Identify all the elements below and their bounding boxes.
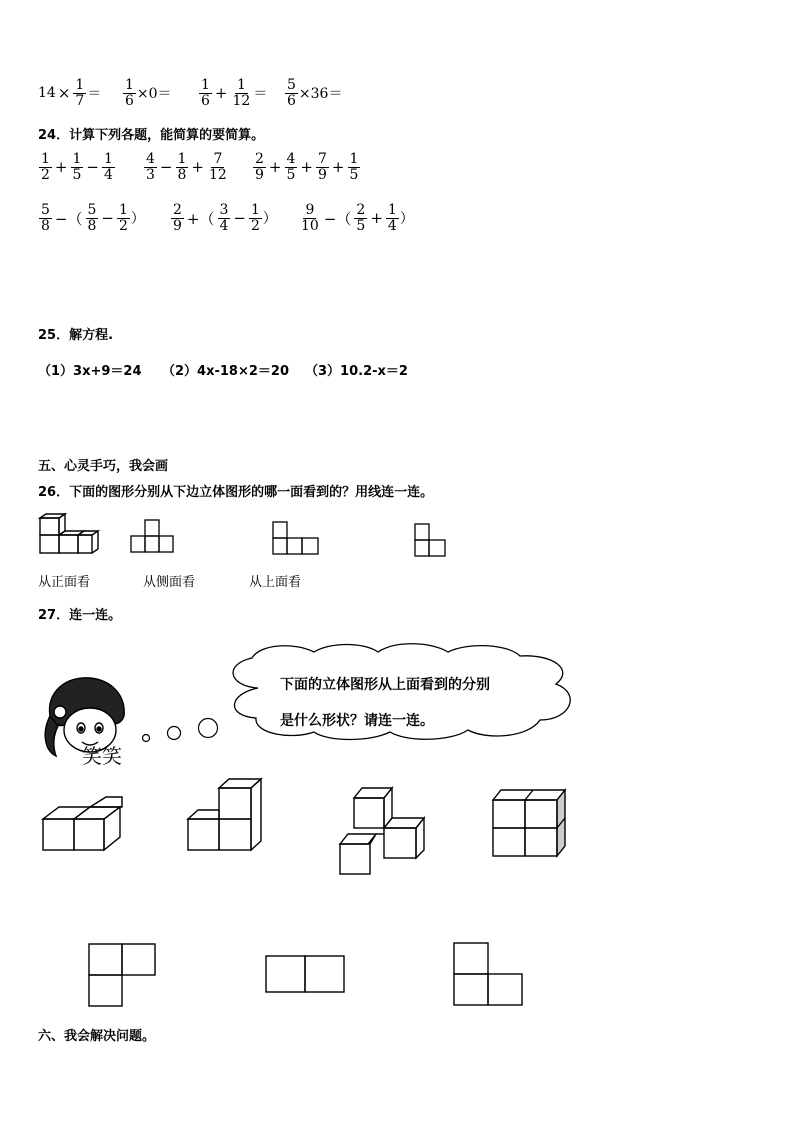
q26-solid-figure	[38, 512, 102, 554]
q27-solid-2	[187, 778, 263, 852]
q27-solid-3	[338, 786, 430, 876]
q26-label-front: 从正面看	[38, 575, 91, 590]
q27-top-view-c	[453, 942, 525, 1008]
q26-view-shape-c	[414, 523, 448, 559]
q24-r2-b: $\frac{2}{9}$ +（ $\frac{3}{4}$ − $\frac{1}{2}$ ）	[173, 202, 277, 234]
q23-expr-2: $\frac{1}{6}$ ×0＝	[125, 77, 172, 109]
thought-text-line-1: 下面的立体图形从上面看到的分别	[280, 677, 490, 693]
thought-bubble-dots	[138, 712, 222, 746]
q24-r1-b: $\frac{4}{3}$ − $\frac{1}{8}$ + $\frac{7}{12}$	[146, 151, 227, 183]
q25-title: 25．解方程.	[38, 328, 114, 343]
q25-equation-2: （2）4x-18×2＝20	[162, 364, 289, 379]
q24-title: 24．计算下列各题，能简算的要简算。	[38, 128, 265, 143]
q26-label-side: 从侧面看	[143, 575, 196, 590]
q27-title: 27．连一连。	[38, 608, 122, 623]
q24-r1-a: $\frac{1}{2}$ + $\frac{1}{5}$ − $\frac{1}{4}$	[41, 151, 113, 183]
q23-expr-3: $\frac{1}{6}$ + $\frac{1}{12}$ ＝	[201, 77, 268, 109]
q24-r1-c: $\frac{2}{9}$ + $\frac{4}{5}$ + $\frac{7}{9}$ + $\frac{1}{5}$	[255, 151, 359, 183]
q27-solid-1	[42, 796, 126, 854]
q26-view-shape-b	[272, 521, 320, 555]
q27-top-view-a	[88, 943, 158, 1009]
girl-name-label: 笑笑	[82, 744, 122, 768]
q25-equation-3: （3）10.2-x＝2	[305, 364, 408, 379]
section-5-heading: 五、心灵手巧，我会画	[38, 459, 169, 474]
section-6-heading: 六、我会解决问题。	[38, 1029, 156, 1044]
q26-label-top: 从上面看	[249, 575, 302, 590]
q27-top-view-b	[265, 955, 347, 995]
q23-expr-1: 14 × $\frac{1}{7}$ ＝	[38, 77, 102, 109]
thought-text-line-2: 是什么形状？请连一连。	[280, 713, 434, 729]
q24-r2-a: $\frac{5}{8}$ −（ $\frac{5}{8}$ − $\frac{1}{2}$ ）	[41, 202, 145, 234]
q26-title: 26．下面的图形分别从下边立体图形的哪一面看到的？用线连一连。	[38, 485, 434, 500]
q26-view-shape-a	[130, 519, 176, 553]
q27-solid-4	[491, 788, 571, 860]
q24-r2-c: $\frac{9}{10}$ −（ $\frac{2}{5}$ + $\frac{1}{4}$ ）	[301, 202, 414, 234]
q25-equation-1: （1）3x+9＝24	[38, 364, 142, 379]
q23-expr-4: $\frac{5}{6}$ ×36＝	[287, 77, 343, 109]
